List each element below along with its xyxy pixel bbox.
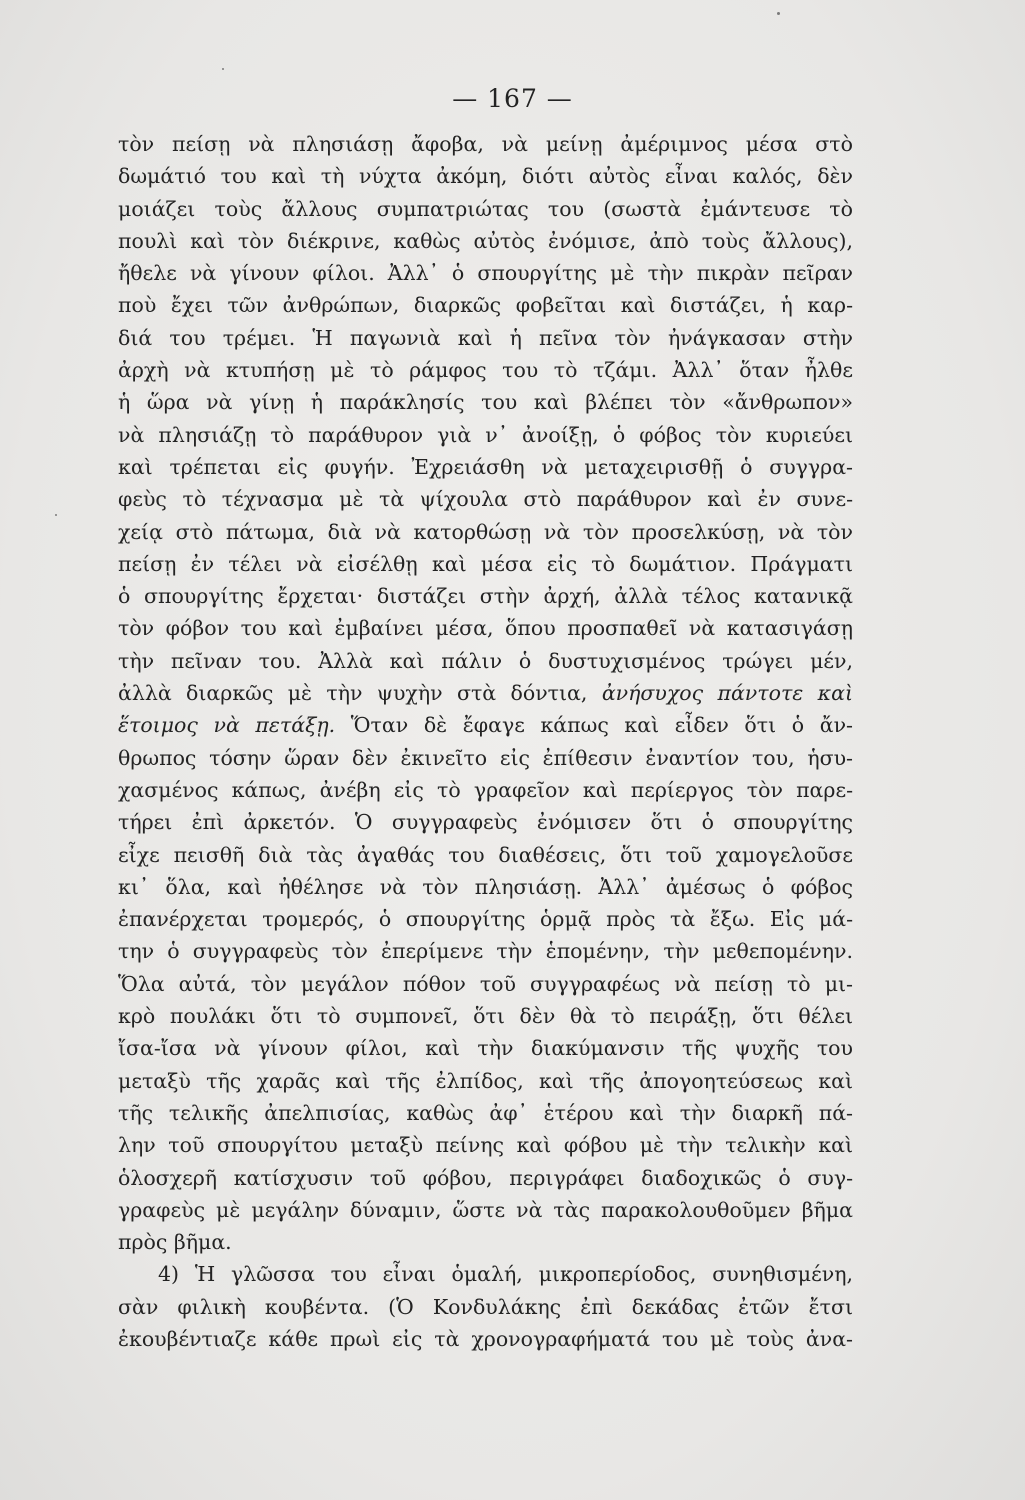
text-line: χασμένος κάπως, ἀνέβη εἰς τὸ γραφεῖον καὶ περίεργος τὸν παρε- xyxy=(118,777,853,802)
text-line: χείᾳ στὸ πάτωμα, διὰ νὰ κατορθώσῃ νὰ τὸν προσελκύσῃ, νὰ τὸν xyxy=(118,519,853,544)
text-line: μοιάζει τοὺς ἄλλους συμπατριώτας του (σωστὰ ἐμάντευσε τὸ xyxy=(118,196,853,221)
paper-speck xyxy=(222,68,224,70)
text-line: τῆς τελικῆς ἀπελπισίας, καθὼς ἀφ᾿ ἑτέρου καὶ τὴν διαρκῆ πά- xyxy=(118,1100,853,1125)
text-line: εἶχε πεισθῆ διὰ τὰς ἀγαθάς του διαθέσεις, ὅτι τοῦ χαμογελοῦσε xyxy=(118,842,853,867)
text-line: φεὺς τὸ τέχνασμα μὲ τὰ ψίχουλα στὸ παράθυρον καὶ ἐν συνε- xyxy=(118,487,853,512)
text-segment: ἀλλὰ διαρκῶς μὲ τὴν ψυχὴν στὰ δόντια, xyxy=(118,681,588,706)
text-segment: ἄν- xyxy=(819,713,853,738)
text-line: ἤθελε νὰ γίνουν φίλοι. Ἀλλ᾿ ὁ σπουργίτης μὲ τὴν πικρὰν πεῖραν xyxy=(118,261,853,286)
text-line: κρὸ πουλάκι ὅτι τὸ συμπονεῖ, ὅτι δὲν θὰ τὸ πειράξῃ, ὅτι θέλει xyxy=(118,1004,853,1029)
text-line: ἐκουβέντιαζε κάθε πρωὶ εἰς τὰ χρονογραφήματά του μὲ τοὺς ἀνα- xyxy=(118,1326,853,1351)
text-line: τήρει ἐπὶ ἀρκετόν. Ὁ συγγραφεὺς ἐνόμισεν ὅτι ὁ σπουργίτης xyxy=(118,810,853,835)
text-line: θρωπος τόσην ὥραν δὲν ἐκινεῖτο εἰς ἐπίθεσιν ἐναντίον του, ἡσυ- xyxy=(118,745,853,770)
page-number: — 167 — xyxy=(452,84,573,113)
text-line: μεταξὺ τῆς χαρᾶς καὶ τῆς ἐλπίδος, καὶ τῆς ἀπογοητεύσεως καὶ xyxy=(118,1068,853,1093)
text-line: τὴν πεῖναν του. Ἀλλὰ καὶ πάλιν ὁ δυστυχισμένος τρώγει μέν, xyxy=(118,648,853,673)
text-line: τὸν φόβον του καὶ ἐμβαίνει μέσα, ὅπου προσπαθεῖ νὰ κατασιγάσῃ xyxy=(118,616,853,641)
paper-speck xyxy=(777,12,780,15)
text-line: ὁ σπουργίτης ἔρχεται· διστάζει στὴν ἀρχή, ἀλλὰ τέλος κατανικᾷ xyxy=(118,584,853,609)
italic-phrase: ἕτοιμος νὰ πετάξῃ. xyxy=(118,713,336,738)
text-line: Ὅλα αὐτά, τὸν μεγάλον πόθον τοῦ συγγραφέως νὰ πείσῃ τὸ μι- xyxy=(118,971,853,996)
text-line: λην τοῦ σπουργίτου μεταξὺ πείνης καὶ φόβου μὲ τὴν τελικὴν καὶ xyxy=(118,1133,853,1158)
text-line: ἴσα-ἴσα νὰ γίνουν φίλοι, καὶ τὴν διακύμανσιν τῆς ψυχῆς του xyxy=(118,1036,853,1061)
text-line: πρὸς βῆμα. xyxy=(118,1230,232,1255)
text-line: δωμάτιό του καὶ τὴ νύχτα ἀκόμη, διότι αὐτὸς εἶναι καλός, δὲν xyxy=(118,164,853,189)
text-line: ἀρχὴ νὰ κτυπήσῃ μὲ τὸ ράμφος του τὸ τζάμι. Ἀλλ᾿ ὅταν ἦλθε xyxy=(118,358,853,383)
text-segment: Ὅταν δὲ ἔφαγε κάπως καὶ εἶδεν ὅτι ὁ xyxy=(350,713,805,738)
body-text xyxy=(118,128,853,1355)
text-line: ποὺ ἔχει τῶν ἀνθρώπων, διαρκῶς φοβεῖται καὶ διστάζει, ἡ καρ- xyxy=(118,293,853,318)
paper-speck xyxy=(55,514,57,516)
text-line: την ὁ συγγραφεὺς τὸν ἐπερίμενε τὴν ἑπομένην, τὴν μεθεπομένην. xyxy=(118,939,853,964)
text-line: σὰν φιλικὴ κουβέντα. (Ὁ Κονδυλάκης ἐπὶ δεκάδας ἐτῶν ἔτσι xyxy=(118,1294,853,1319)
text-line: νὰ πλησιάζῃ τὸ παράθυρον γιὰ ν᾿ ἀνοίξῃ, ὁ φόβος τὸν κυριεύει xyxy=(118,422,853,447)
italic-phrase: ἀνήσυχος πάντοτε καὶ xyxy=(601,681,853,706)
text-line: 4) Ἡ γλῶσσα του εἶναι ὁμαλή, μικροπερίοδος, συνηθισμένη, xyxy=(158,1262,853,1287)
text-line: ὁλοσχερῆ κατίσχυσιν τοῦ φόβου, περιγράφει διαδοχικῶς ὁ συγ- xyxy=(118,1165,853,1190)
text-line: τὸν πείσῃ νὰ πλησιάσῃ ἄφοβα, νὰ μείνῃ ἀμέριμνος μέσα στὸ xyxy=(118,132,853,156)
text-line: πείσῃ ἐν τέλει νὰ εἰσέλθῃ καὶ μέσα εἰς τὸ δωμάτιον. Πράγματι xyxy=(118,551,853,576)
text-line: ἡ ὥρα νὰ γίνῃ ἡ παράκλησίς του καὶ βλέπει τὸν «ἄνθρωπον» xyxy=(118,390,853,415)
text-line: διά του τρέμει. Ἡ παγωνιὰ καὶ ἡ πεῖνα τὸν ἠνάγκασαν στὴν xyxy=(118,325,853,350)
text-line: ἐπανέρχεται τρομερός, ὁ σπουργίτης ὁρμᾷ πρὸς τὰ ἔξω. Εἰς μά- xyxy=(118,907,853,932)
text-line: κι᾿ ὅλα, καὶ ἠθέλησε νὰ τὸν πλησιάσῃ. Ἀλλ᾿ ἀμέσως ὁ φόβος xyxy=(118,874,853,899)
text-line: καὶ τρέπεται εἰς φυγήν. Ἐχρειάσθη νὰ μεταχειρισθῇ ὁ συγγρα- xyxy=(118,454,853,479)
text-line-mixed xyxy=(118,677,853,709)
text-line-mixed xyxy=(118,709,853,741)
text-line: πουλὶ καὶ τὸν διέκρινε, καθὼς αὐτὸς ἐνόμισε, ἀπὸ τοὺς ἄλλους), xyxy=(118,228,853,253)
text-line: γραφεὺς μὲ μεγάλην δύναμιν, ὥστε νὰ τὰς παρακολουθοῦμεν βῆμα xyxy=(118,1197,853,1222)
